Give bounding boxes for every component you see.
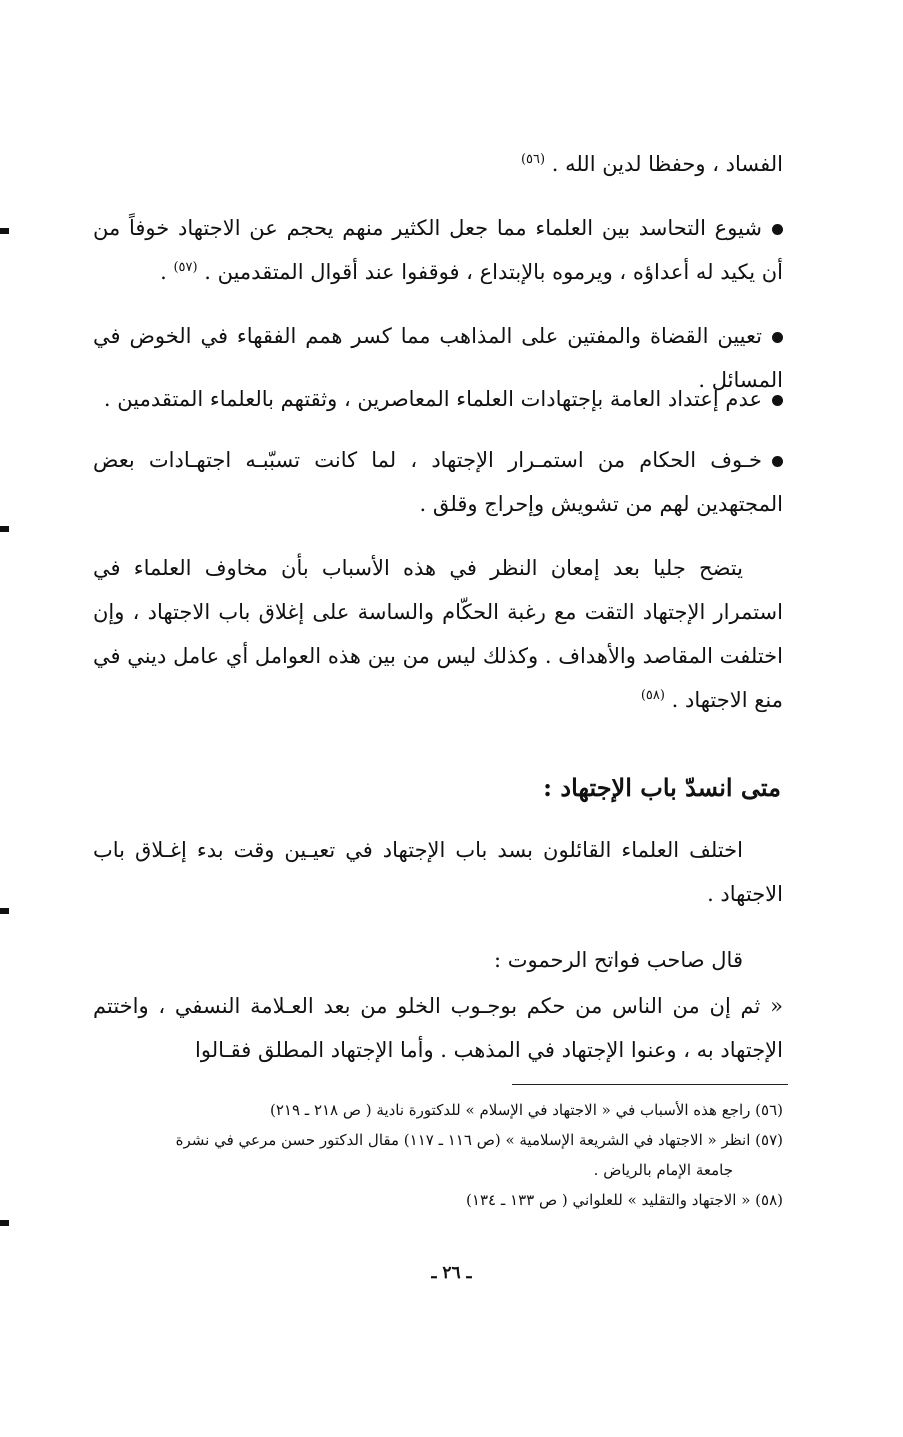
scan-edge-mark (0, 908, 9, 914)
bullet-end: . (160, 260, 167, 284)
bullet-icon (772, 224, 783, 235)
paragraph-text: اختلف العلماء القائلون بسد باب الإجتهاد في تعيـين وقت بدء إغـلاق باب الاجتهاد . (93, 838, 783, 906)
footnote-57: (٥٧) انظر « الاجتهاد في الشريعة الإسلامية » (ص ١١٦ ـ ١١٧) مقال الدكتور حسن مرعي في نشرة (175, 1131, 783, 1149)
footnote-divider (512, 1084, 788, 1085)
section-heading: متى انسدّ باب الإجتهاد : (543, 773, 781, 802)
differ-paragraph (93, 828, 783, 916)
scan-edge-mark (0, 526, 9, 532)
paragraph-text: « ثم إن من الناس من حكم بوجـوب الخلو من بعد العـلامة النسفي ، واختتم الإجتهاد به ، وعنوا الإجتهاد في المذهب . وأما الإجتهاد المطلق فقـالوا (93, 994, 783, 1062)
bullet-item (93, 377, 783, 421)
paragraph-text: يتضح جليا بعد إمعان النظر في هذه الأسباب بأن مخاوف العلماء في استمرار الإجتهاد التقت مع رغبة الحكّام والساسة على إغلاق باب الاجتهاد ، وإن اختلفت المقاصد والأهداف . وكذلك ليس من بين هذه العوامل أي عامل ديني في منع الاجتهاد . (93, 556, 783, 712)
footnote-56: (٥٦) راجع هذه الأسباب في « الاجتهاد في الإسلام » للدكتورة نادية ( ص ٢١٨ ـ ٢١٩) (269, 1101, 783, 1119)
qal-line (93, 938, 783, 982)
footnote-57-continued: جامعة الإمام بالرياض . (593, 1161, 733, 1179)
footnotes (93, 1095, 783, 1215)
causes-paragraph (93, 546, 783, 722)
bullet-item (93, 206, 783, 294)
opening-text: الفساد ، وحفظا لدين الله . (551, 152, 783, 176)
bullet-icon (772, 456, 783, 467)
footnote-ref: (٥٧) (173, 260, 198, 275)
opening-line (93, 142, 783, 186)
page-number: ـ ٢٦ ـ (431, 1263, 472, 1283)
scan-edge-mark (0, 1220, 9, 1226)
footnote-58: (٥٨) « الاجتهاد والتقليد » للعلواني ( ص ١٣٣ ـ ١٣٤) (466, 1191, 783, 1209)
footnote-ref: (٥٨) (640, 688, 665, 703)
bullet-item (93, 438, 783, 526)
bullet-icon (772, 395, 783, 406)
footnote-ref: (٥٦) (520, 152, 546, 167)
bullet-icon (772, 332, 783, 343)
bullet-text: تعيين القضاة والمفتين على المذاهب مما كسر همم الفقهاء في الخوض في المسائل . (93, 324, 783, 392)
scan-edge-mark (0, 228, 9, 234)
bullet-text: شيوع التحاسد بين العلماء مما جعل الكثير منهم يحجم عن الاجتهاد خوفاً من أن يكيد له أعداؤه ، ويرموه بالإبتداع ، فوقفوا عند أقوال المتقدمين . (93, 216, 783, 284)
paragraph-text: قال صاحب فواتح الرحموت : (494, 948, 743, 972)
bullet-text: خـوف الحكام من استمـرار الإجتهاد ، لما كانت تسبّبـه اجتهـادات بعض المجتهدين لهم من تشويش وإحراج وقلق . (93, 448, 783, 516)
quote-paragraph (93, 984, 783, 1072)
bullet-text: عدم إعتداد العامة بإجتهادات العلماء المعاصرين ، وثقتهم بالعلماء المتقدمين . (103, 387, 762, 411)
